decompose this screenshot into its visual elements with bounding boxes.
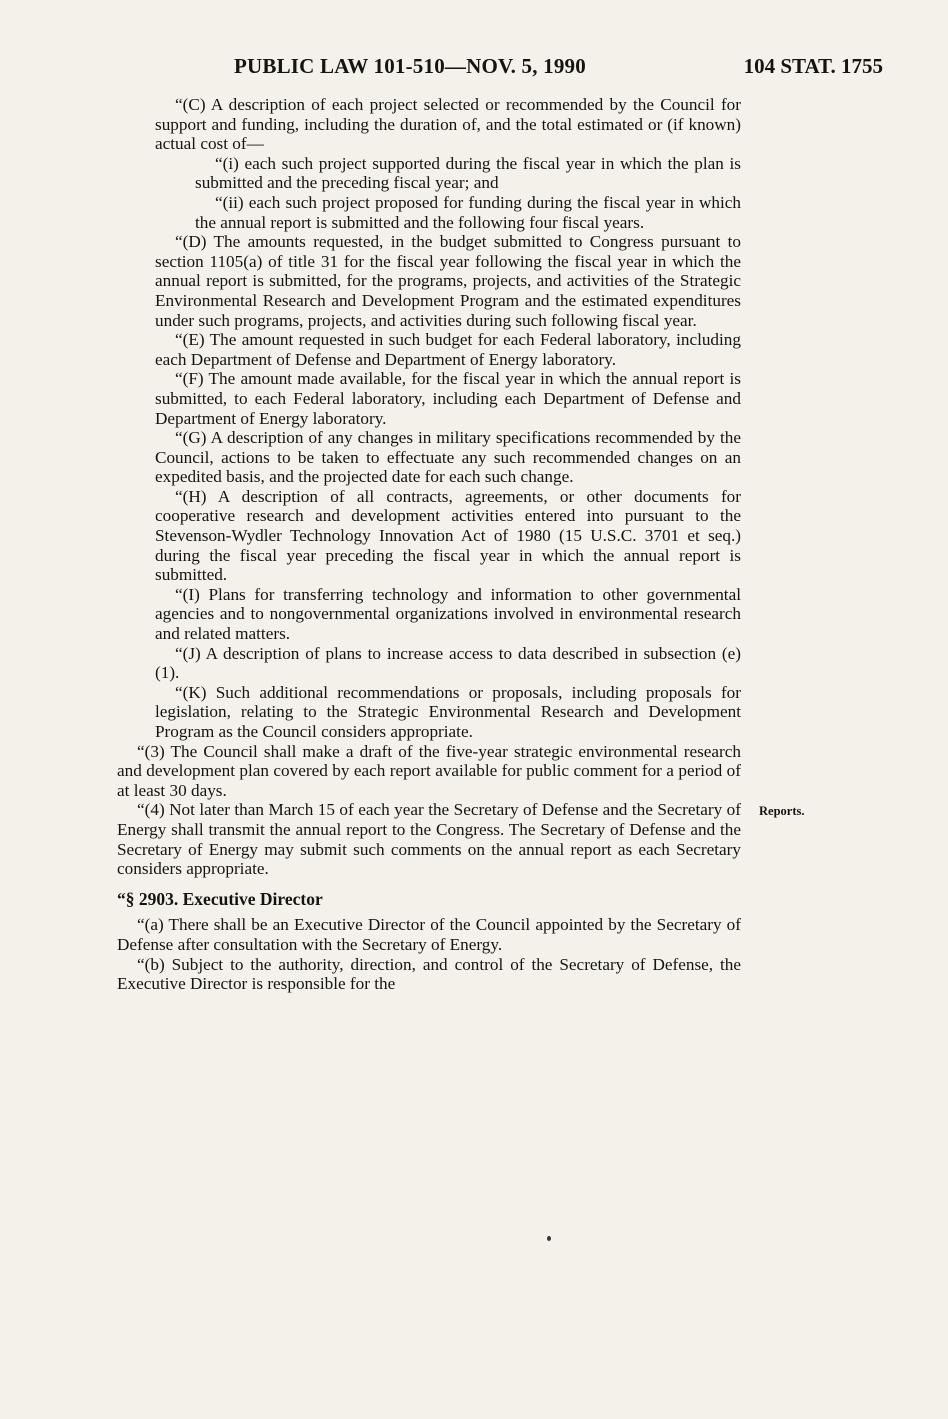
paragraph-4: “(4) Not later than March 15 of each year the Secretary of Defense and the Secretary of Energy shall transmit the annual report to the Congress. The Secretary of Defense and the Secretary of Energy may submit such comments on the annual report as each Secretary considers appropriate. bbox=[117, 800, 741, 879]
subsection-b: “(b) Subject to the authority, direction, and control of the Secretary of Defense, the Executive Director is responsible for the bbox=[117, 954, 741, 994]
header-stat-page: 104 STAT. 1755 bbox=[743, 54, 883, 78]
statute-body bbox=[117, 95, 805, 994]
paragraph-f: “(F) The amount made available, for the fiscal year in which the annual report is submitted, to each Federal laboratory, including each Department of Defense and Department of Energy laboratory. bbox=[155, 369, 741, 428]
paragraph-j: “(J) A description of plans to increase access to data described in subsection (e)(1). bbox=[155, 643, 741, 683]
section-heading-2903: “§ 2903. Executive Director bbox=[117, 888, 323, 909]
paragraph-c: “(C) A description of each project selected or recommended by the Council for support and funding, including the duration of, and the total estimated or (if known) actual cost of— bbox=[155, 95, 741, 154]
paragraph-i: “(I) Plans for transferring technology and information to other governmental agencies and to nongovernmental organizations involved in environmental research and related matters. bbox=[155, 584, 741, 644]
clause-c-ii: “(ii) each such project proposed for funding during the fiscal year in which the annual report is submitted and the following four fiscal years. bbox=[195, 192, 741, 232]
header-title: PUBLIC LAW 101-510—NOV. 5, 1990 bbox=[234, 54, 586, 78]
ink-speck bbox=[547, 1236, 551, 1241]
clause-c-i: “(i) each such project supported during the fiscal year in which the plan is submitted and the preceding fiscal year; and bbox=[195, 153, 741, 193]
paragraph-4-wrap bbox=[117, 800, 805, 879]
running-header bbox=[117, 54, 883, 86]
margin-note-reports: Reports. bbox=[759, 804, 805, 819]
paragraph-k: “(K) Such additional recommendations or proposals, including proposals for legislation, relating to the Strategic Environmental Research and Development Program as the Council considers appropriate. bbox=[155, 682, 741, 741]
paragraph-d: “(D) The amounts requested, in the budget submitted to Congress pursuant to section 1105(a) of title 31 for the fiscal year following the fiscal year in which the annual report is submitted, for the programs, projects, and activities of the Strategic Environmental Research and Development Program and the estimated expenditures under such programs, projects, and activities during such following fiscal year. bbox=[155, 232, 741, 330]
subsection-a: “(a) There shall be an Executive Director of the Council appointed by the Secretary of Defense after consultation with the Secretary of Energy. bbox=[117, 915, 741, 954]
paragraph-h: “(H) A description of all contracts, agreements, or other documents for cooperative research and development activities entered into pursuant to the Stevenson-Wydler Technology Innovation Act of 1980 (15 U.S.C. 3701 et seq.) during the fiscal year preceding the fiscal year in which the annual report is submitted. bbox=[155, 486, 741, 585]
paragraph-e: “(E) The amount requested in such budget for each Federal laboratory, including each Department of Defense and Department of Energy laboratory. bbox=[155, 330, 741, 369]
paragraph-3: “(3) The Council shall make a draft of the five-year strategic environmental research and development plan covered by each report available for public comment for a period of at least 30 days. bbox=[117, 741, 741, 800]
paragraph-g: “(G) A description of any changes in military specifications recommended by the Council, actions to be taken to effectuate any such recommended changes on an expedited basis, and the projected date for each such change. bbox=[155, 428, 741, 487]
